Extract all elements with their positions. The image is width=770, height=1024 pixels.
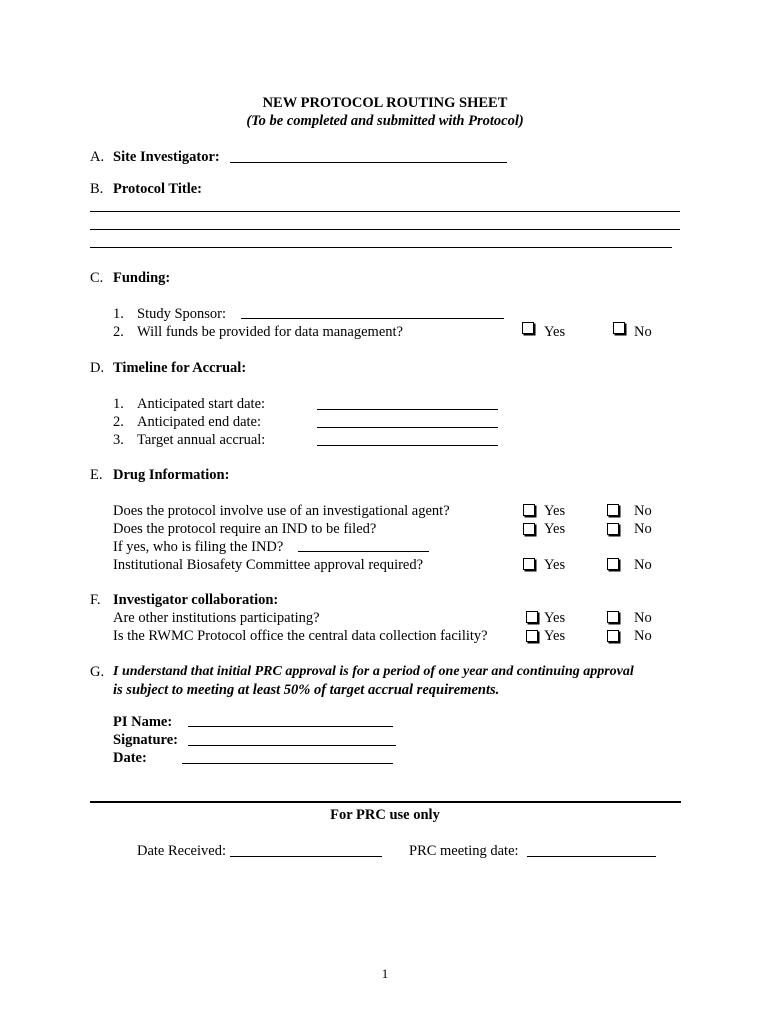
section-f-letter: F. [90, 592, 101, 608]
ind-filed-yes-label: Yes [544, 521, 566, 537]
pi-name-field[interactable] [188, 726, 393, 727]
signature-label: Signature: [113, 732, 178, 748]
date-label: Date: [113, 750, 147, 766]
page-number: 1 [381, 966, 389, 981]
ind-filer-field[interactable] [298, 551, 429, 552]
end-date-field[interactable] [317, 427, 498, 428]
prc-meeting-date-field[interactable] [527, 856, 656, 857]
prc-divider [90, 801, 681, 803]
drug-information-label: Drug Information: [113, 467, 230, 483]
start-date-field[interactable] [317, 409, 498, 410]
rwmc-facility-question: Is the RWMC Protocol office the central data collection facility? [113, 628, 488, 644]
timeline-item-2-num: 2. [113, 414, 124, 430]
ind-filed-question: Does the protocol require an IND to be filed? [113, 521, 377, 537]
study-sponsor-field[interactable] [241, 318, 504, 319]
investigational-agent-no-checkbox[interactable] [607, 504, 619, 516]
pi-name-label: PI Name: [113, 714, 173, 730]
data-management-question: Will funds be provided for data management? [137, 324, 403, 340]
protocol-title-line-2[interactable] [90, 229, 680, 230]
ind-filed-yes-checkbox[interactable] [523, 523, 535, 535]
biosafety-question: Institutional Biosafety Committee approval required? [113, 557, 424, 573]
collaboration-label: Investigator collaboration: [113, 592, 279, 608]
other-institutions-no-label: No [634, 610, 652, 626]
section-a-letter: A. [90, 149, 105, 165]
section-g-letter: G. [90, 664, 105, 680]
data-management-yes-label: Yes [544, 324, 566, 340]
ind-filed-no-label: No [634, 521, 652, 537]
timeline-label: Timeline for Accrual: [113, 360, 247, 376]
protocol-title-label: Protocol Title: [113, 181, 202, 197]
form-subtitle: (To be completed and submitted with Protocol) [246, 113, 524, 129]
section-b-letter: B. [90, 181, 104, 197]
funding-item-1-num: 1. [113, 306, 124, 322]
data-management-no-checkbox[interactable] [613, 322, 625, 334]
other-institutions-question: Are other institutions participating? [113, 610, 320, 626]
other-institutions-yes-checkbox[interactable] [526, 611, 538, 623]
timeline-item-3-num: 3. [113, 432, 124, 448]
other-institutions-no-checkbox[interactable] [607, 611, 619, 623]
signature-field[interactable] [188, 745, 396, 746]
investigational-agent-no-label: No [634, 503, 652, 519]
acknowledgement-line-2: is subject to meeting at least 50% of target accrual requirements. [113, 682, 500, 698]
ind-filed-no-checkbox[interactable] [607, 523, 619, 535]
protocol-title-line-1[interactable] [90, 211, 680, 212]
protocol-title-line-3[interactable] [90, 247, 672, 248]
investigational-agent-question: Does the protocol involve use of an investigational agent? [113, 503, 450, 519]
section-d-letter: D. [90, 360, 105, 376]
biosafety-yes-label: Yes [544, 557, 566, 573]
rwmc-facility-yes-label: Yes [544, 628, 566, 644]
data-management-yes-checkbox[interactable] [522, 322, 534, 334]
date-received-field[interactable] [230, 856, 382, 857]
biosafety-yes-checkbox[interactable] [523, 558, 535, 570]
study-sponsor-label: Study Sponsor: [137, 306, 227, 322]
date-field[interactable] [182, 763, 393, 764]
rwmc-facility-no-checkbox[interactable] [607, 630, 619, 642]
other-institutions-yes-label: Yes [544, 610, 566, 626]
annual-accrual-label: Target annual accrual: [137, 432, 266, 448]
annual-accrual-field[interactable] [317, 445, 498, 446]
prc-meeting-date-label: PRC meeting date: [409, 843, 519, 859]
section-c-letter: C. [90, 270, 104, 286]
rwmc-facility-no-label: No [634, 628, 652, 644]
data-management-no-label: No [634, 324, 652, 340]
funding-item-2-num: 2. [113, 324, 124, 340]
acknowledgement-line-1: I understand that initial PRC approval is for a period of one year and continuing approval [113, 664, 634, 679]
timeline-item-1-num: 1. [113, 396, 124, 412]
site-investigator-field[interactable] [230, 162, 507, 163]
form-title: NEW PROTOCOL ROUTING SHEET [262, 95, 508, 111]
funding-label: Funding: [113, 270, 171, 286]
investigational-agent-yes-checkbox[interactable] [523, 504, 535, 516]
investigational-agent-yes-label: Yes [544, 503, 566, 519]
date-received-label: Date Received: [137, 843, 226, 859]
section-e-letter: E. [90, 467, 103, 483]
start-date-label: Anticipated start date: [137, 396, 266, 412]
site-investigator-label: Site Investigator: [113, 149, 220, 165]
prc-heading: For PRC use only [330, 807, 440, 823]
biosafety-no-checkbox[interactable] [607, 558, 619, 570]
ind-filer-question: If yes, who is filing the IND? [113, 539, 284, 555]
biosafety-no-label: No [634, 557, 652, 573]
end-date-label: Anticipated end date: [137, 414, 262, 430]
rwmc-facility-yes-checkbox[interactable] [526, 630, 538, 642]
